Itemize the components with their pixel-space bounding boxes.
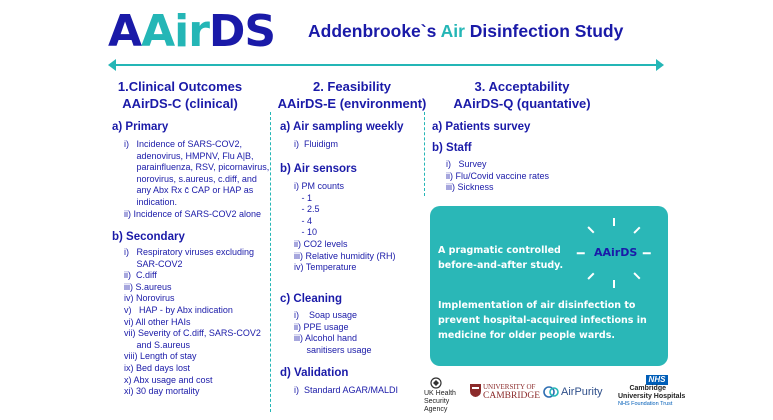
ray-decoration: [587, 227, 594, 234]
aairds-logo: AAirDS: [108, 6, 276, 57]
list-item: i) Soap usage: [294, 310, 358, 320]
shield-icon: [470, 384, 481, 397]
ray-decoration: [577, 252, 585, 254]
list-item: iii) Sickness: [446, 182, 494, 193]
air-sensors-list: [294, 181, 396, 274]
list-item: indication.: [124, 196, 178, 207]
study-aim-text: Implementation of air disinfection to prevent hospital-acquired infections in medicine for older people wards.: [438, 300, 647, 341]
section-heading: b) Secondary: [112, 231, 185, 243]
staff-list: [446, 159, 549, 194]
study-summary-box: [430, 206, 668, 366]
column-3-title: 3. Acceptability: [474, 79, 570, 94]
list-item: iii) Alcohol hand: [294, 333, 358, 344]
section-heading: d) Validation: [280, 367, 349, 379]
column-1-subtitle: AAirDS-C (clinical): [122, 96, 238, 111]
list-item: iv) Temperature: [294, 262, 357, 273]
column-1-header: [90, 78, 270, 112]
list-item: ii) C.diff: [124, 270, 157, 281]
list-item: ix) Bed days lost: [124, 362, 191, 373]
list-item: viii) Length of stay: [124, 351, 197, 362]
secondary-list: [124, 247, 261, 398]
list-item: and S.aureus: [124, 339, 191, 350]
list-item: - 4: [294, 215, 313, 226]
column-separator: [270, 112, 271, 412]
primary-list: [124, 139, 269, 220]
list-item: v) HAP - by Abx indication: [124, 304, 233, 315]
study-design-text: A pragmatic controlled before-and-after study.: [438, 245, 564, 271]
list-item: vii) Severity of C.diff, SARS-COV2: [124, 328, 261, 339]
list-item: iii) S.aureus: [124, 281, 172, 292]
list-item: sanitisers usage: [294, 344, 372, 355]
list-item: vi) All other HAIs: [124, 316, 191, 327]
list-item: xi) 30 day mortality: [124, 386, 200, 397]
aairds-badge: AAirDS: [594, 246, 638, 259]
list-item: any Abx Rx c̄ CAP or HAP as: [124, 185, 254, 196]
list-item: parainfluenza, RSV, picornavirus,: [124, 162, 270, 173]
cleaning-list: [294, 310, 372, 356]
air-sampling-list: [294, 139, 338, 151]
list-item: - 2.5: [294, 204, 320, 215]
column-2-title: 2. Feasibility: [312, 79, 392, 94]
list-item: i) Fluidigm: [294, 139, 339, 149]
header-divider: [112, 64, 656, 66]
ray-decoration: [587, 273, 594, 280]
section-heading: a) Primary: [112, 121, 169, 133]
column-separator: [424, 112, 425, 196]
ray-decoration: [613, 280, 615, 288]
study-title: Addenbrooke`s Air Disinfection Study: [308, 21, 624, 41]
list-item: i) PM counts: [294, 181, 345, 191]
section-heading: b) Air sensors: [280, 163, 357, 175]
list-item: x) Abx usage and cost: [124, 374, 213, 385]
column-2-header: [262, 78, 442, 112]
list-item: - 10: [294, 227, 318, 238]
list-item: i) Incidence of SARS-COV2,: [124, 139, 243, 149]
list-item: i) Survey: [446, 159, 487, 169]
list-item: norovirus, s.aureus, c.diff, and: [124, 173, 257, 184]
list-item: ii) Flu/Covid vaccine rates: [446, 170, 550, 181]
list-item: - 1: [294, 192, 313, 203]
list-item: i) Respiratory viruses excluding: [124, 247, 255, 257]
arrow-right-icon: [656, 59, 664, 71]
list-item: ii) PPE usage: [294, 321, 349, 332]
section-heading: c) Cleaning: [280, 293, 342, 305]
column-3-header: [432, 78, 612, 112]
list-item: iii) Relative humidity (RH): [294, 250, 396, 261]
ray-decoration: [633, 273, 640, 280]
column-3-subtitle: AAirDS-Q (quantative): [453, 96, 591, 111]
column-1-title: 1.Clinical Outcomes: [117, 79, 243, 94]
airpurity-icon: [543, 385, 559, 399]
list-item: SAR-COV2: [124, 258, 183, 269]
cuh-logo: NHS Cambridge University Hospitals NHS Foundation Trust: [618, 375, 686, 407]
list-item: adenovirus, HMPNV, Flu A|B,: [124, 150, 254, 161]
ray-decoration: [643, 252, 651, 254]
section-heading: a) Patients survey: [432, 121, 531, 133]
column-2-subtitle: AAirDS-E (environment): [277, 96, 427, 111]
nhs-badge: NHS: [646, 375, 668, 385]
section-heading: b) Staff: [432, 142, 472, 154]
crest-icon: [430, 377, 442, 389]
validation-list: [294, 385, 398, 397]
list-item: ii) Incidence of SARS-COV2 alone: [124, 208, 262, 219]
list-item: ii) CO2 levels: [294, 238, 348, 249]
list-item: i) Standard AGAR/MALDI: [294, 385, 399, 395]
list-item: iv) Norovirus: [124, 293, 175, 304]
ray-decoration: [613, 218, 615, 226]
ray-decoration: [633, 227, 640, 234]
section-heading: a) Air sampling weekly: [280, 121, 404, 133]
